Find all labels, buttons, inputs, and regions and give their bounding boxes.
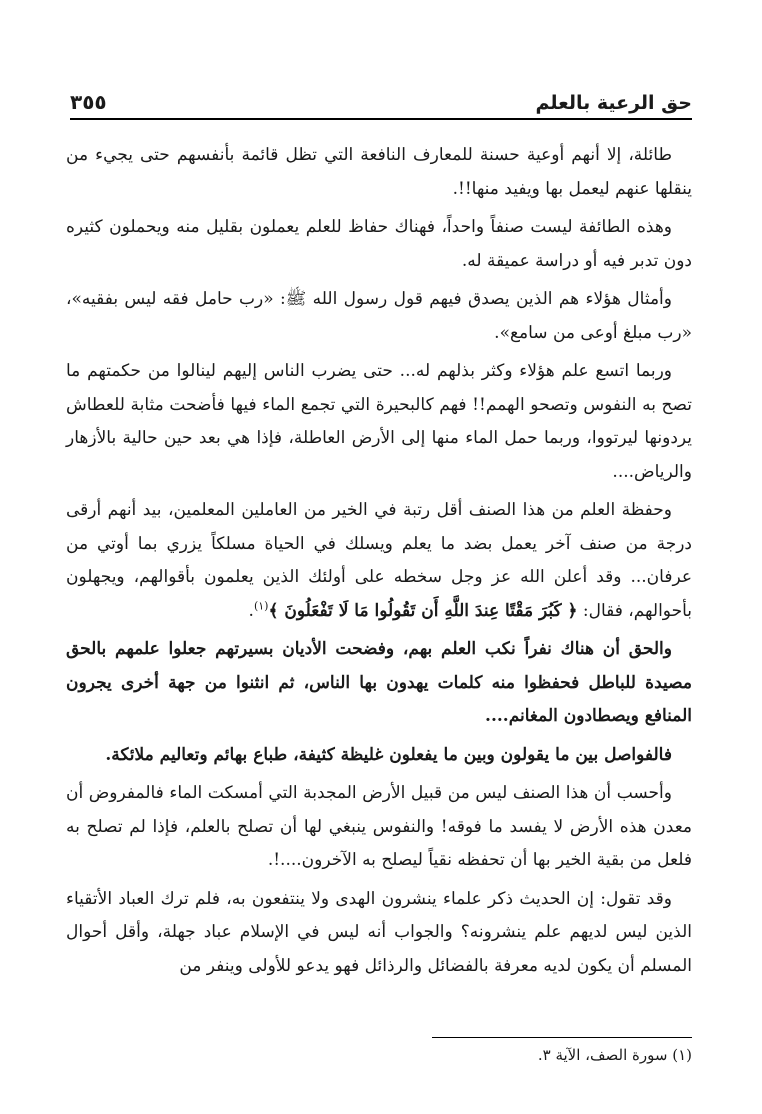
running-title: حق الرعية بالعلم bbox=[535, 92, 692, 114]
paragraph-4 bbox=[66, 355, 692, 489]
paragraph-text: وقد تقول: إن الحديث ذكر علماء ينشرون الهدى ولا ينتفعون به، فلم ترك العباد الأتقياء الذين ليس لديهم علم ينشرونه؟ والجواب أنه ليس في الإسلام عباد جهلة، وأقل أحوال المسلم أن يكون لديه معرفة بالفضائل والرذائل فهو يدعو للأولى وينفر من bbox=[66, 888, 692, 976]
paragraph-text: وهذه الطائفة ليست صنفاً واحداً، فهناك حفاظ للعلم يعملون بقليل منه ويحملون كثيره دون تدبر فيه أو دراسة عميقة له. bbox=[66, 217, 692, 271]
paragraph-text: وأمثال هؤلاء هم الذين يصدق فيهم قول رسول الله ﷺ: «رب حامل فقه ليس بفقيه»، «رب مبلغ أوعى من سامع». bbox=[66, 289, 692, 343]
page-body bbox=[66, 139, 692, 988]
quran-verse: ﴿ كَبُرَ مَقْتًا عِندَ اللَّهِ أَن تَقُولُوا مَا لَا تَفْعَلُونَ ﴾ bbox=[268, 600, 578, 621]
paragraph-text: وأحسب أن هذا الصنف ليس من قبيل الأرض المجدبة التي أمسكت الماء فالمفروض أن معدن هذه الأرض لا يفسد ما فوقه! والنفوس ينبغي لها أن تصلح بالعلم، فإذا لم تصلح به فلعل من بقية الخير بها أن تحفظه نقياً ليصلح به الآخرون....!. bbox=[66, 783, 692, 870]
paragraph-text: طائلة، إلا أنهم أوعية حسنة للمعارف النافعة التي تظل قائمة بأنفسهم حتى يجيء من ينقلها عنهم ليعمل بها ويفيد منها!!. bbox=[66, 145, 692, 199]
paragraph-2 bbox=[66, 211, 692, 278]
paragraph-text: والحق أن هناك نفراً نكب العلم بهم، وفضحت الأديان بسيرتهم جعلوا علمهم بالحق مصيدة للباطل فحفظوا منه كلمات يهدون بها الناس، ثم انثنوا من جهة أخرى يجرون المنافع ويصطادون المغانم.... bbox=[66, 639, 692, 726]
paragraph-text: فالفواصل بين ما يقولون وبين ما يفعلون غليظة كثيفة، طباع بهائم وتعاليم ملائكة. bbox=[105, 744, 672, 765]
paragraph-7 bbox=[66, 739, 692, 773]
paragraph-8 bbox=[66, 777, 692, 878]
page-header bbox=[70, 80, 692, 120]
footnote: (١) سورة الصف، الآية ٣. bbox=[537, 1046, 692, 1064]
page-number: ٣٥٥ bbox=[70, 90, 107, 114]
footnote-marker[interactable]: (١) bbox=[253, 598, 269, 612]
paragraph-9 bbox=[66, 883, 692, 984]
footnote-divider bbox=[432, 1037, 692, 1038]
paragraph-1 bbox=[66, 139, 692, 206]
paragraph-text: وحفظة العلم من هذا الصنف أقل رتبة في الخير من العاملين المعلمين، بيد أنهم أرقى درجة من صنف آخر يعمل بضد ما يعلم ويسلك في الحياة مسلكاً يزري بما أوتي من عرفان... وقد أعلن الله عز وجل سخطه على أولئك الذين يعلمون بأقوالهم، ويجهلون بأحوالهم، فقال: bbox=[66, 500, 692, 621]
paragraph-3 bbox=[66, 283, 692, 350]
paragraph-5: وحفظة العلم من هذا الصنف أقل رتبة في الخير من العاملين المعلمين، بيد أنهم أرقى درجة من صنف آخر يعمل بضد ما يعلم ويسلك في الحياة مسلكاً يزري بما أوتي من عرفان... وقد أعلن الله عز وجل سخطه على أولئك الذين يعلمون بأقوالهم، ويجهلون بأحوالهم، فقال: ﴿ كَبُرَ مَقْتًا عِندَ اللَّهِ أَن تَقُولُوا مَا لَا تَفْعَلُونَ ﴾$^{(١)}$. bbox=[66, 500, 692, 621]
paragraph-text: وربما اتسع علم هؤلاء وكثر بذلهم له... حتى يضرب الناس إليهم لينالوا من حكمتهم ما تصح به النفوس وتصحو الهمم!! فهم كالبحيرة التي تجمع الماء فيها فأضحت مثابة للعطاش يردونها ليرتووا، وربما حمل الماء منها إلى الأرض العاطلة، فإذا هي بعد حين حالية بالأزهار والرياض.... bbox=[66, 361, 692, 482]
paragraph-6 bbox=[66, 633, 692, 734]
